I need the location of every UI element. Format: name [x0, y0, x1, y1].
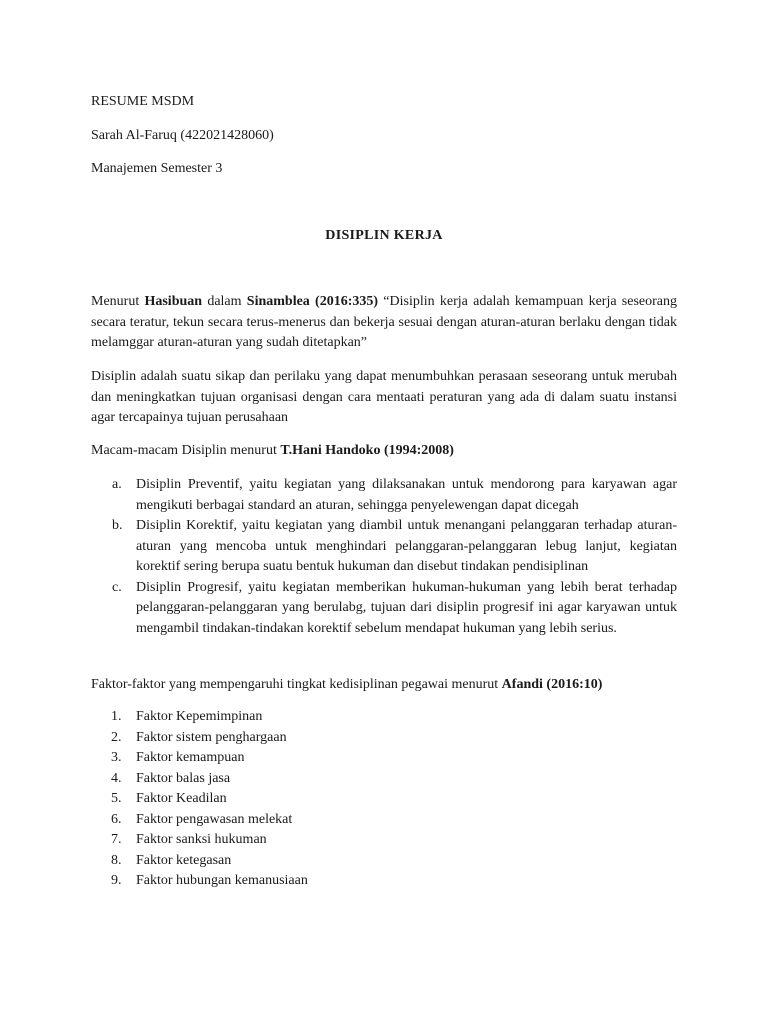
list-item — [91, 851, 677, 872]
list-item-text: Faktor Keadilan — [136, 791, 227, 806]
list-item-text: Faktor hubungan kemanusiaan — [136, 873, 308, 888]
list-item — [91, 578, 677, 640]
list-marker: 2. — [111, 729, 122, 745]
document-title: DISIPLIN KERJA — [325, 228, 443, 243]
p3-author: T.Hani Handoko (1994:2008) — [280, 443, 454, 458]
list-item-text: Faktor Kepemimpinan — [136, 709, 263, 724]
course-info: Manajemen Semester 3 — [91, 161, 223, 176]
paragraph-disiplin: Disiplin adalah suatu sikap dan perilaku yang dapat menumbuhkan perasaan seseorang untuk merubah dan meningkatkan tujuan organisasi dengan cara mentaati peraturan yang ada di dalam suatu instansi agar tercapainya tujuan perusahaan — [91, 369, 677, 425]
list-item-text: Faktor balas jasa — [136, 770, 231, 786]
list-marker: 1. — [111, 709, 122, 724]
list-marker: 7. — [111, 832, 122, 847]
list-marker: c. — [112, 579, 122, 595]
list-item — [91, 748, 677, 769]
list-marker: 9. — [111, 873, 122, 888]
p1-author1: Hasibuan — [144, 294, 203, 309]
list-item — [91, 830, 677, 851]
list-item — [91, 810, 677, 831]
list-item-text: Disiplin Preventif, yaitu kegiatan yang dilaksanakan untuk mendorong para karyawan agar mengikuti berbagai standard an aturan, sehingga penyelewengan dapat dicegah — [136, 477, 677, 513]
list-item-text: Faktor pengawasan melekat — [136, 811, 293, 827]
faktor-list — [91, 707, 677, 892]
list-marker: b. — [112, 518, 123, 533]
resume-title: RESUME MSDM — [91, 94, 195, 109]
author-name: Sarah Al-Faruq (422021428060) — [91, 128, 274, 143]
list-item — [91, 789, 677, 810]
list-item-text: Faktor kemampuan — [136, 750, 245, 765]
paragraph-definition — [91, 292, 677, 354]
list-item-text: Disiplin Progresif, yaitu kegiatan memberikan hukuman-hukuman yang lebih berat terhadap pelanggaran-pelanggaran yang berulabg, tujuan dari disiplin progresif ini agar karyawan untuk mengambil tindakan-tindakan korektif sebelum mendapat hukuman yang lebih serius. — [136, 579, 677, 636]
paragraph-macam — [91, 441, 677, 462]
list-item-text: Faktor sanksi hukuman — [136, 832, 267, 847]
p1-mid: dalam — [202, 294, 247, 309]
p1-author2: Sinamblea (2016:335) — [246, 294, 379, 309]
list-item — [91, 516, 677, 578]
list-item — [91, 475, 677, 516]
list-item — [91, 707, 677, 728]
list-marker: a. — [112, 477, 122, 492]
list-item — [91, 728, 677, 749]
list-marker: 6. — [111, 811, 122, 827]
p1-text: “Disiplin kerja adalah kemampuan kerja seseorang secara teratur, tekun secara terus-menerus dan bekerja sesuai dengan aturan-aturan berlaku dengan tidak melamggar aturan-aturan yang sudah ditetapkan” — [91, 294, 677, 350]
disiplin-types-list — [91, 475, 677, 639]
p4-author: Afandi (2016:10) — [501, 677, 603, 692]
list-marker: 3. — [111, 750, 122, 765]
list-item-text: Faktor sistem penghargaan — [136, 729, 287, 745]
paragraph-faktor — [91, 675, 677, 696]
list-item — [91, 871, 677, 892]
p4-prefix: Faktor-faktor yang mempengaruhi tingkat kedisiplinan pegawai menurut — [91, 677, 502, 692]
list-marker: 8. — [111, 852, 122, 868]
list-item — [91, 769, 677, 790]
list-item-text: Disiplin Korektif, yaitu kegiatan yang diambil untuk menangani pelanggaran terhadap aturan-aturan yang mencoba untuk menghindari pelanggaran-pelanggaran lebug lanjut, kegiatan korektif sering berupa suatu bentuk hukuman dan disebut tindakan pendisiplinan — [136, 518, 677, 574]
list-marker: 4. — [111, 770, 122, 786]
list-marker: 5. — [111, 791, 122, 806]
p1-prefix: Menurut — [91, 294, 145, 309]
list-item-text: Faktor ketegasan — [136, 852, 232, 868]
p3-prefix: Macam-macam Disiplin menurut — [91, 443, 281, 458]
